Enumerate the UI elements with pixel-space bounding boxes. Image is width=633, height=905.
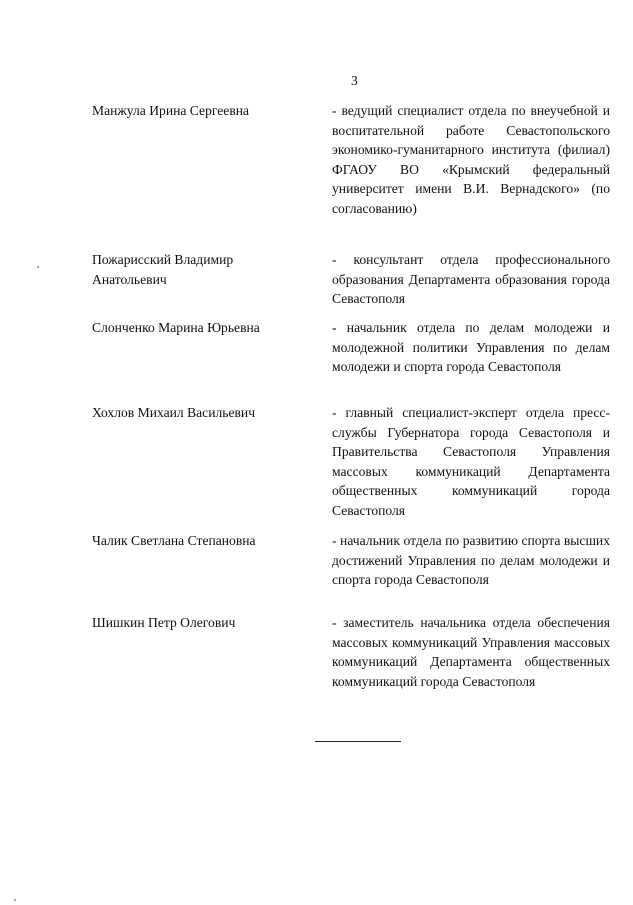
member-position: - консультант отдела профессионального образования Департамента образования города Севастополя	[332, 252, 610, 306]
member-name: Шишкин Петр Олегович	[92, 615, 236, 630]
scan-speck	[37, 266, 39, 268]
member-name: Пожарисский Владимир Анатольевич	[92, 252, 234, 287]
member-position: - главный специалист-эксперт отдела пресс-службы Губернатора города Севастополя и Правительства Севастополя Управления массовых коммуникаций Департамента общественных коммуникаций города Севастополя	[332, 405, 610, 518]
member-position: - начальник отдела по развитию спорта высших достижений Управления по делам молодежи и спорта города Севастополя	[332, 533, 610, 587]
closing-divider-line	[315, 741, 401, 742]
member-position: - ведущий специалист отдела по внеучебной и воспитательной работе Севастопольского экономико-гуманитарного института (филиал) ФГАОУ ВО «Крымский федеральный университет имени В.И. Вернадского» (по согласованию)	[332, 103, 610, 216]
scan-speck	[14, 899, 16, 901]
page-number: 3	[351, 73, 358, 88]
member-name: Манжула Ирина Сергеевна	[92, 103, 250, 118]
member-position: - начальник отдела по делам молодежи и молодежной политики Управления по делам молодежи и спорта города Севастополя	[332, 320, 610, 374]
member-position: - заместитель начальника отдела обеспечения массовых коммуникаций Управления массовых коммуникаций Департамента общественных коммуникаций города Севастополя	[332, 615, 610, 689]
member-name: Слонченко Марина Юрьевна	[92, 320, 260, 335]
member-name: Хохлов Михаил Васильевич	[92, 405, 256, 420]
member-name: Чалик Светлана Степановна	[92, 533, 256, 548]
